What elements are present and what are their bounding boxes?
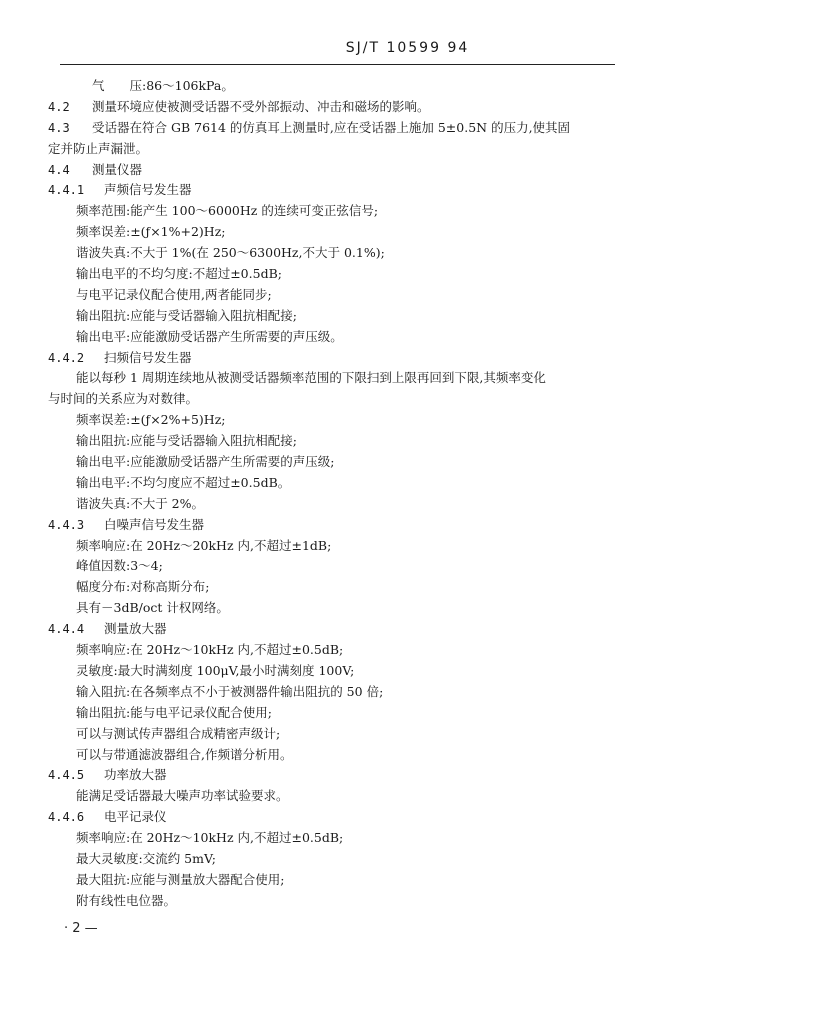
section-number: 4.4 bbox=[48, 162, 70, 177]
spec-line: 与电平记录仪配合使用,两者能同步; bbox=[76, 286, 272, 302]
subsection-heading bbox=[48, 807, 628, 828]
spec-line: 频率响应:在 20Hz～10kHz 内,不超过±0.5dB; bbox=[76, 642, 344, 658]
section-text: 测量放大器 bbox=[104, 621, 167, 637]
spec-line: 最大阻抗:应能与测量放大器配合使用; bbox=[76, 871, 285, 887]
spec-line: 输出阻抗:应能与受话器输入阻抗相配接; bbox=[76, 433, 297, 449]
section-number: 4.4.2 bbox=[48, 350, 85, 365]
spec-line: 峰值因数:3～4; bbox=[76, 558, 163, 574]
section-heading bbox=[48, 97, 628, 118]
spec-line: 输出阻抗:能与电平记录仪配合使用; bbox=[76, 704, 272, 720]
spec-line: 能满足受话器最大噪声功率试验要求。 bbox=[76, 788, 289, 804]
subsection-heading bbox=[48, 515, 628, 536]
section-heading bbox=[48, 160, 628, 181]
continuation-line: 定并防止声漏泄。 bbox=[48, 140, 149, 156]
spec-line: 幅度分布:对称高斯分布; bbox=[76, 579, 210, 595]
section-number: 4.3 bbox=[48, 120, 70, 135]
document-body bbox=[48, 76, 628, 912]
section-number: 4.2 bbox=[48, 99, 70, 114]
section-number: 4.4.4 bbox=[48, 622, 85, 637]
section-text: 功率放大器 bbox=[104, 767, 167, 783]
section-number: 4.4.1 bbox=[48, 183, 85, 198]
spec-line: 可以与带通滤波器组合,作频谱分析用。 bbox=[76, 746, 293, 762]
spec-line: 频率响应:在 20Hz～20kHz 内,不超过±1dB; bbox=[76, 537, 332, 553]
subsection-heading bbox=[48, 180, 628, 201]
section-text: 白噪声信号发生器 bbox=[104, 516, 205, 532]
spec-line: 输出阻抗:应能与受话器输入阻抗相配接; bbox=[76, 307, 297, 323]
spec-line: 能以每秒 1 周期连续地从被测受话器频率范围的下限扫到上限再回到下限,其频率变化 bbox=[76, 370, 546, 386]
spec-line: 频率误差:±(ƒ×1%+2)Hz; bbox=[76, 224, 226, 240]
subsection-heading bbox=[48, 765, 628, 786]
section-text: 测量环境应使被测受话器不受外部振动、冲击和磁场的影响。 bbox=[92, 98, 430, 114]
spec-line: 输出电平:应能激励受话器产生所需要的声压级; bbox=[76, 454, 335, 470]
spec-line: 频率范围:能产生 100～6000Hz 的连续可变正弦信号; bbox=[76, 203, 379, 219]
section-text: 受话器在符合 GB 7614 的仿真耳上测量时,应在受话器上施加 5±0.5N 的压力,使其固 bbox=[92, 119, 571, 135]
spec-line: 灵敏度:最大时满刻度 100μV,最小时满刻度 100V; bbox=[76, 662, 355, 678]
section-text: 电平记录仪 bbox=[104, 809, 167, 825]
spec-line: 谐波失真:不大于 2%。 bbox=[76, 495, 205, 511]
section-number: 4.4.3 bbox=[48, 517, 85, 532]
section-text: 测量仪器 bbox=[92, 161, 143, 177]
subsection-heading bbox=[48, 619, 628, 640]
spec-line: 频率响应:在 20Hz～10kHz 内,不超过±0.5dB; bbox=[76, 830, 344, 846]
spec-line: 输出电平:应能激励受话器产生所需要的声压级。 bbox=[76, 328, 343, 344]
spec-line: 输出电平的不均匀度:不超过±0.5dB; bbox=[76, 266, 282, 282]
spec-line: 最大灵敏度:交流约 5mV; bbox=[76, 850, 216, 866]
standard-code-header: SJ/T 10599 94 bbox=[345, 40, 470, 56]
section-heading bbox=[48, 118, 628, 139]
spec-line: 输入阻抗:在各频率点不小于被测器件输出阻抗的 50 倍; bbox=[76, 683, 384, 699]
section-number: 4.4.6 bbox=[48, 810, 85, 825]
spec-line: 附有线性电位器。 bbox=[76, 892, 177, 908]
continuation-line: 与时间的关系应为对数律。 bbox=[48, 391, 199, 407]
header-rule bbox=[60, 64, 615, 65]
spec-line: 频率误差:±(ƒ×2%+5)Hz; bbox=[76, 412, 226, 428]
spec-line: 具有－3dB/oct 计权网络。 bbox=[76, 600, 229, 616]
section-number: 4.4.5 bbox=[48, 768, 85, 783]
spec-line: 可以与测试传声器组合成精密声级计; bbox=[76, 725, 281, 741]
section-text: 扫频信号发生器 bbox=[104, 349, 192, 365]
spec-line: 气 压:86～106kPa。 bbox=[92, 78, 234, 93]
spec-line: 谐波失真:不大于 1%(在 250～6300Hz,不大于 0.1%); bbox=[76, 245, 385, 261]
page-number: · 2 — bbox=[64, 921, 98, 936]
spec-line: 输出电平:不均匀度应不超过±0.5dB。 bbox=[76, 474, 291, 490]
subsection-heading bbox=[48, 348, 628, 369]
section-text: 声频信号发生器 bbox=[104, 182, 192, 198]
